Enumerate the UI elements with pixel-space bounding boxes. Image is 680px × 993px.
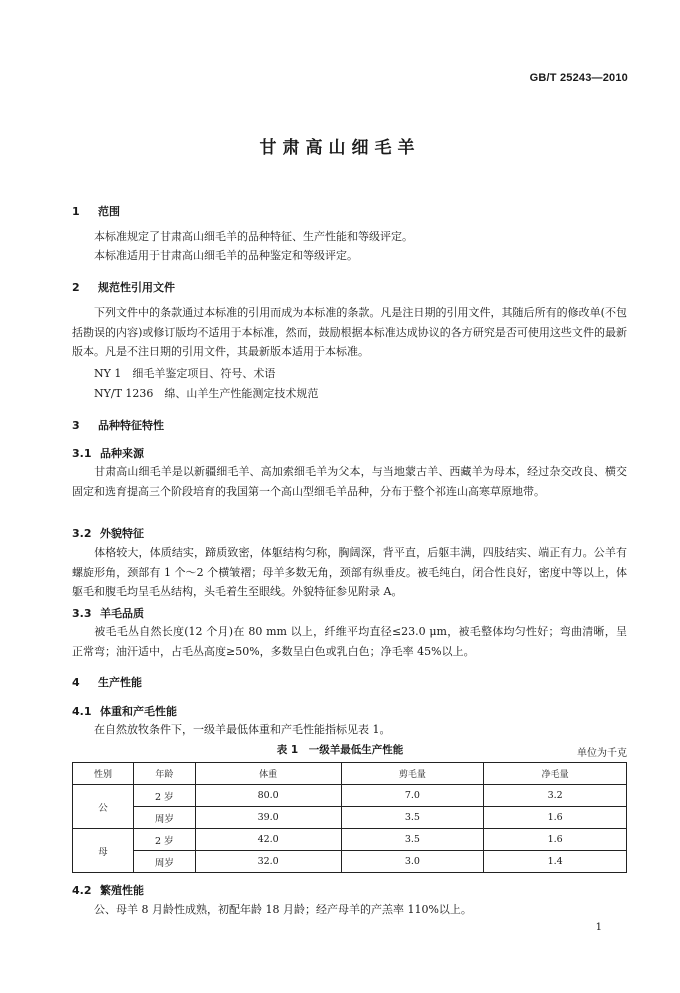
section-4-heading: [72, 674, 142, 690]
table-cell-shorn: 3.0: [341, 851, 484, 873]
section-1-heading: [72, 203, 120, 219]
section-title: 规范性引用文件: [98, 281, 175, 294]
section-number: 3.1: [72, 447, 92, 460]
table-cell-shorn: 3.5: [341, 807, 484, 829]
section-title: 品种特征特性: [98, 419, 164, 432]
section-3-3-text: 被毛毛丛自然长度(12 个月)在 80 mm 以上，纤维平均直径≤23.0 μm，被毛整体均匀性好；弯曲清晰，呈正常弯；油汗适中，占毛丛高度≥50%，多数呈白色或乳白色；净毛率 45%以上。: [72, 625, 627, 658]
section-4-1-text: 在自然放牧条件下，一级羊最低体重和产毛性能指标见表 1。: [94, 723, 391, 736]
document-title: 甘肃高山细毛羊: [259, 138, 421, 158]
table-cell-age: 2 岁: [133, 829, 195, 851]
table-row: [73, 785, 627, 807]
table-cell-clean: 1.4: [484, 851, 627, 873]
table-cell-shorn: 3.5: [341, 829, 484, 851]
section-4-2-text: 公、母羊 8 月龄性成熟，初配年龄 18 月龄；经产母羊的产羔率 110%以上。: [94, 903, 472, 916]
section-number: 4.2: [72, 884, 92, 897]
section-3-heading: [72, 417, 164, 433]
table-header-cell: 剪毛量: [341, 763, 484, 785]
section-3-2-paragraph: [72, 543, 627, 602]
table-cell-weight: 39.0: [195, 807, 341, 829]
section-4-2-heading: [72, 882, 144, 898]
section-4-1-heading: [72, 703, 177, 719]
section-2-heading: [72, 279, 175, 295]
table-1-caption: 表 1 一级羊最低生产性能: [276, 744, 404, 756]
table-cell-weight: 42.0: [195, 829, 341, 851]
section-title: 生产性能: [98, 676, 142, 689]
table-header-cell: 体重: [195, 763, 341, 785]
section-number: 2: [72, 281, 80, 294]
section-3-1-paragraph: [72, 462, 627, 501]
table-row: [73, 829, 627, 851]
section-title: 范围: [98, 205, 120, 218]
section-number: 3: [72, 419, 80, 432]
section-title: 繁殖性能: [100, 884, 144, 897]
table-cell-sex: 公: [73, 785, 134, 829]
section-3-1-heading: [72, 445, 144, 461]
section-3-2-text: 体格较大，体质结实，蹄质致密，体躯结构匀称，胸阔深，背平直，后躯丰满，四肢结实、端正有力。公羊有螺旋形角，颈部有 1 个～2 个横皱褶；母羊多数无角，颈部有纵垂皮。被毛纯白，闭合性良好，密度中等以上，体躯毛和腹毛均呈毛丛结构，头毛着生至眼线。外貌特征参见附录 A。: [72, 546, 627, 598]
reference-nyt1236: NY/T 1236 绵、山羊生产性能测定技术规范: [94, 387, 319, 400]
table-1-unit: 单位为千克: [577, 748, 627, 759]
section-number: 1: [72, 205, 80, 218]
section-number: 4: [72, 676, 80, 689]
table-cell-clean: 1.6: [484, 807, 627, 829]
table-header-row: [73, 763, 627, 785]
section-1-paragraph-1: 本标准规定了甘肃高山细毛羊的品种特征、生产性能和等级评定。: [94, 230, 413, 243]
section-title: 品种来源: [100, 447, 144, 460]
section-2-paragraph: [72, 303, 627, 362]
table-header-cell: 性别: [73, 763, 134, 785]
section-2-text: 下列文件中的条款通过本标准的引用而成为本标准的条款。凡是注日期的引用文件，其随后所有的修改单(不包括勘误的内容)或修订版均不适用于本标准，然而，鼓励根据本标准达成协议的各方研究是否可使用这些文件的最新版本。凡是不注日期的引用文件，其最新版本适用于本标准。: [72, 306, 627, 358]
section-3-1-text: 甘肃高山细毛羊是以新疆细毛羊、高加索细毛羊为父本，与当地蒙古羊、西藏羊为母本，经过杂交改良、横交固定和选育提高三个阶段培育的我国第一个高山型细毛羊品种，分布于整个祁连山高寒草原地带。: [72, 465, 627, 498]
section-3-3-paragraph: [72, 622, 627, 661]
section-title: 羊毛品质: [100, 607, 144, 620]
section-title: 体重和产毛性能: [100, 705, 177, 718]
table-cell-sex: 母: [73, 829, 134, 873]
section-number: 3.2: [72, 527, 92, 540]
table-cell-weight: 80.0: [195, 785, 341, 807]
section-number: 4.1: [72, 705, 92, 718]
section-title: 外貌特征: [100, 527, 144, 540]
table-header-cell: 年龄: [133, 763, 195, 785]
table-cell-clean: 3.2: [484, 785, 627, 807]
table-cell-age: 周岁: [133, 851, 195, 873]
table-cell-shorn: 7.0: [341, 785, 484, 807]
table-cell-age: 周岁: [133, 807, 195, 829]
standard-number: GB/T 25243—2010: [529, 72, 628, 84]
page-number: 1: [595, 922, 602, 933]
table-header-cell: 净毛量: [484, 763, 627, 785]
section-3-3-heading: [72, 605, 144, 621]
table-cell-weight: 32.0: [195, 851, 341, 873]
section-3-2-heading: [72, 525, 144, 541]
section-1-paragraph-2: 本标准适用于甘肃高山细毛羊的品种鉴定和等级评定。: [94, 249, 358, 262]
reference-ny1: NY 1 细毛羊鉴定项目、符号、术语: [94, 367, 276, 380]
table-row: [73, 807, 627, 829]
table-cell-clean: 1.6: [484, 829, 627, 851]
section-number: 3.3: [72, 607, 92, 620]
table-1: [72, 762, 627, 873]
table-cell-age: 2 岁: [133, 785, 195, 807]
table-row: [73, 851, 627, 873]
